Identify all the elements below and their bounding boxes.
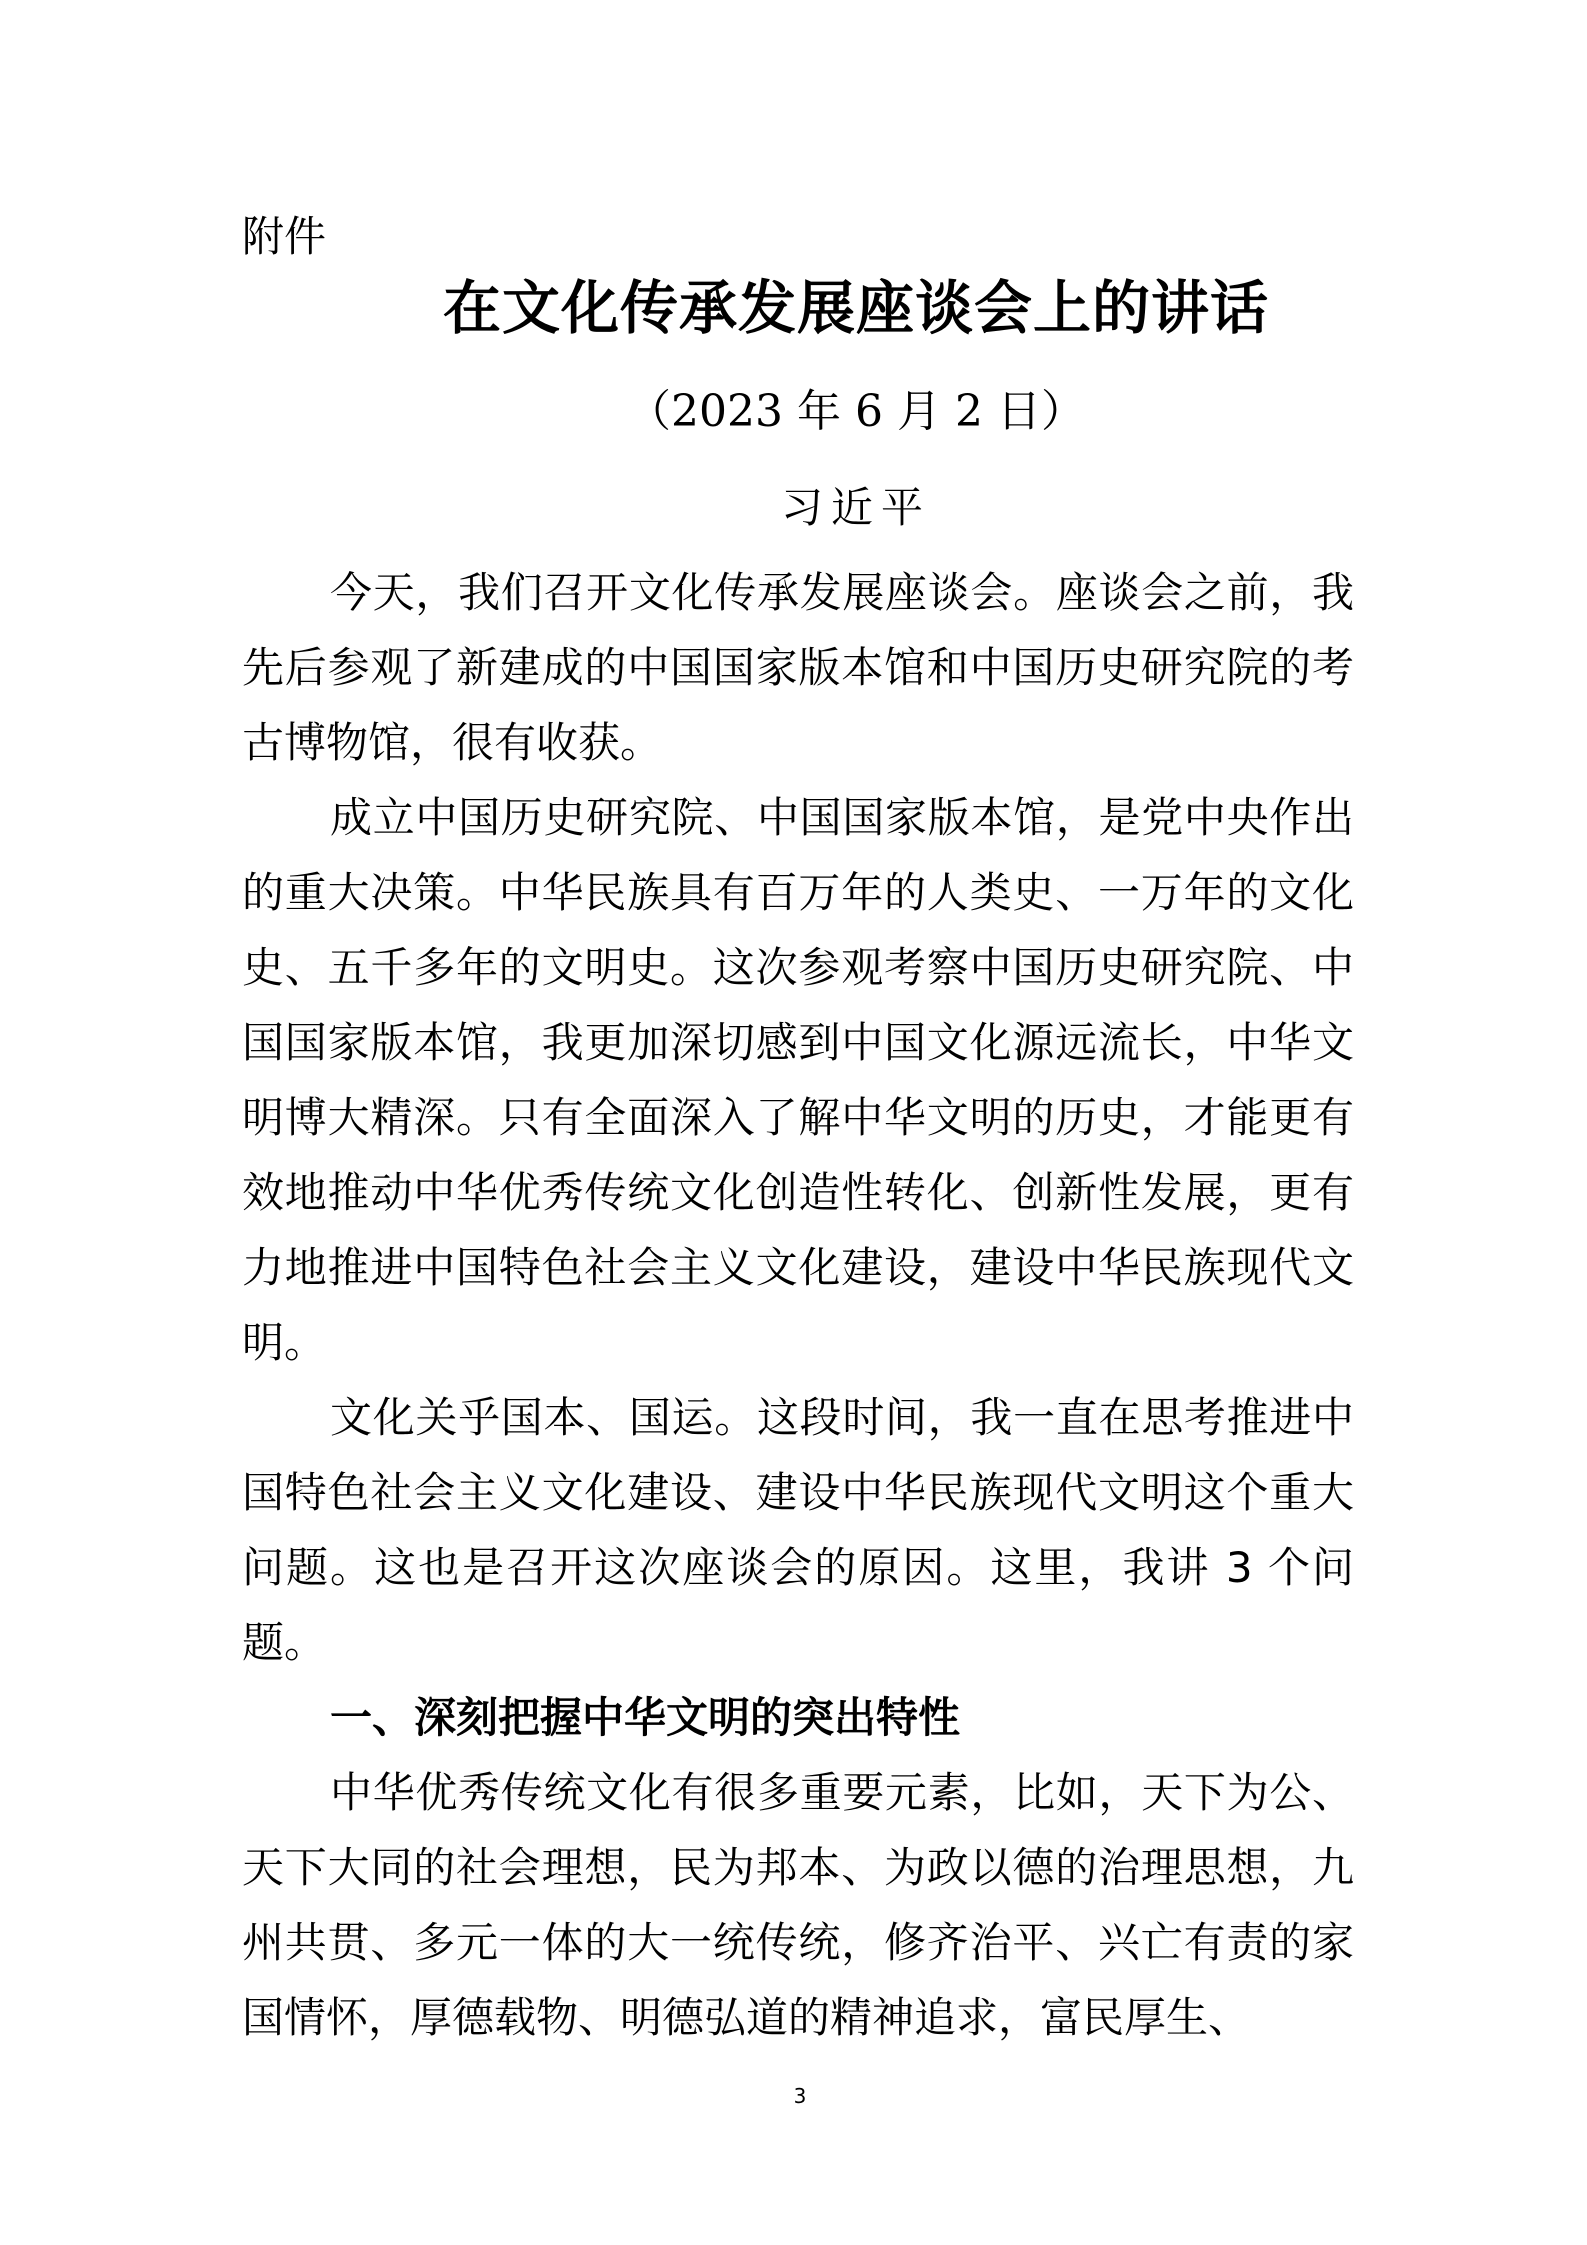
speech-author: 习近平 [780, 483, 931, 532]
document-body [242, 555, 1354, 2055]
paragraph-4: 中华优秀传统文化有很多重要元素，比如，天下为公、天下大同的社会理想，民为邦本、为政以德的治理思想，九州共贯、多元一体的大一统传统，修齐治平、兴亡有责的家国情怀，厚德载物、明德弘道的精神追求，富民厚生、 [242, 1768, 1354, 2042]
section-heading-1: 一、深刻把握中华文明的突出特性 [330, 1693, 961, 1742]
document-title: 在文化传承发展座谈会上的讲话 [442, 274, 1269, 342]
page-number: 3 [793, 2084, 807, 2108]
speech-date: （2023 年 6 月 2 日） [627, 386, 1085, 437]
attachment-label: 附件 [242, 212, 327, 261]
paragraph-3: 文化关乎国本、国运。这段时间，我一直在思考推进中国特色社会主义文化建设、建设中华民族现代文明这个重大问题。这也是召开这次座谈会的原因。这里，我讲 3 个问题。 [242, 1393, 1354, 1667]
paragraph-2: 成立中国历史研究院、中国国家版本馆，是党中央作出的重大决策。中华民族具有百万年的人类史、一万年的文化史、五千多年的文明史。这次参观考察中国历史研究院、中国国家版本馆，我更加深切感到中国文化源远流长，中华文明博大精深。只有全面深入了解中华文明的历史，才能更有效地推动中华优秀传统文化创造性转化、创新性发展，更有力地推进中国特色社会主义文化建设，建设中华民族现代文明。 [242, 793, 1354, 1367]
paragraph-1: 今天，我们召开文化传承发展座谈会。座谈会之前，我先后参观了新建成的中国国家版本馆和中国历史研究院的考古博物馆，很有收获。 [242, 568, 1354, 767]
